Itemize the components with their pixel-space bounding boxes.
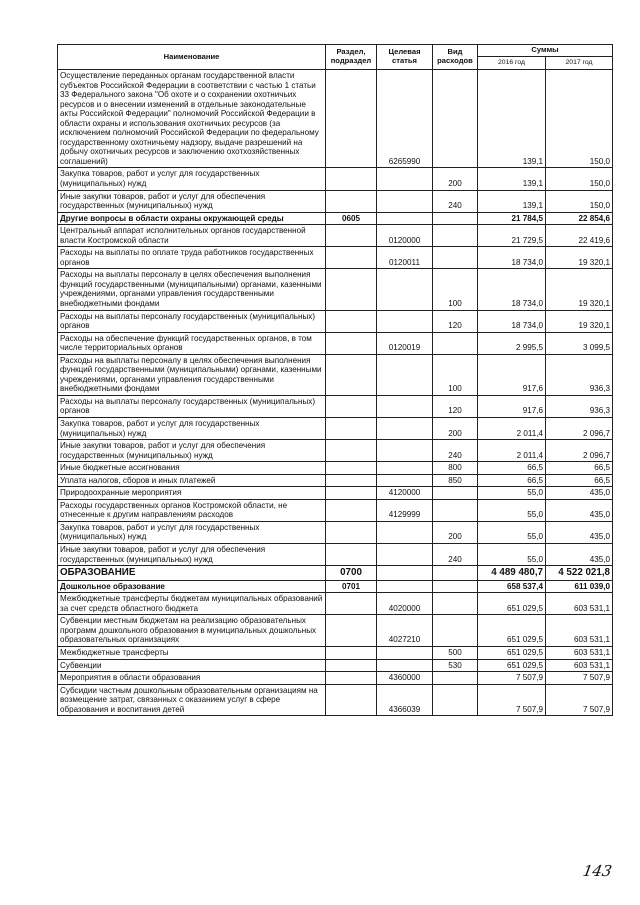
cell-y2016: 139,1 <box>478 69 546 167</box>
cell-kind <box>433 672 478 685</box>
cell-section <box>326 646 377 659</box>
cell-kind <box>433 212 478 225</box>
cell-target <box>377 580 433 593</box>
cell-kind: 200 <box>433 168 478 190</box>
cell-kind <box>433 225 478 247</box>
cell-target <box>377 212 433 225</box>
cell-kind <box>433 499 478 521</box>
cell-y2017: 7 507,9 <box>546 672 613 685</box>
cell-y2016: 139,1 <box>478 190 546 212</box>
cell-section: 0700 <box>326 566 377 581</box>
cell-section <box>326 672 377 685</box>
cell-kind: 240 <box>433 544 478 566</box>
cell-name: Иные закупки товаров, работ и услуг для обеспечения государственных (муниципальных) нужд <box>58 544 326 566</box>
table-row <box>58 659 613 672</box>
cell-section <box>326 247 377 269</box>
cell-section <box>326 544 377 566</box>
cell-y2017: 19 320,1 <box>546 310 613 332</box>
cell-section <box>326 462 377 475</box>
cell-section <box>326 168 377 190</box>
table-row <box>58 474 613 487</box>
cell-section: 0605 <box>326 212 377 225</box>
cell-name: Осуществление переданных органам государственной власти субъектов Российской Федерации в соответствии с частью 1 статьи 33 Федерального закона "Об охоте и о сохранении охотничьих ресурсов и о внесении изменений в отдельные законодательные акты Российской Федерации" полномочий Российской Федерации в области охраны и использования охотничьих ресурсов (за исключением полномочий Российской Федерации по федеральному государственному охотничьему надзору, выдаче разрешений на добычу охотничьих ресурсов и заключению охотхозяйственных соглашений) <box>58 69 326 167</box>
cell-target: 4120000 <box>377 487 433 500</box>
table-row <box>58 580 613 593</box>
cell-section <box>326 354 377 395</box>
cell-name: Дошкольное образование <box>58 580 326 593</box>
header-section: Раздел, подраздел <box>326 45 377 70</box>
cell-y2017: 603 531,1 <box>546 659 613 672</box>
cell-y2016: 651 029,5 <box>478 659 546 672</box>
cell-y2016: 7 507,9 <box>478 684 546 716</box>
cell-section <box>326 521 377 543</box>
cell-name: Расходы на обеспечение функций государственных органов, в том числе территориальных органов <box>58 332 326 354</box>
cell-name: Субвенции местным бюджетам на реализацию образовательных программ дошкольного образования в муниципальных дошкольных образовательных организациях <box>58 615 326 647</box>
cell-name: Закупка товаров, работ и услуг для государственных (муниципальных) нужд <box>58 418 326 440</box>
cell-y2016: 2 011,4 <box>478 418 546 440</box>
table-row <box>58 672 613 685</box>
cell-y2017: 611 039,0 <box>546 580 613 593</box>
table-row <box>58 593 613 615</box>
cell-section <box>326 395 377 417</box>
cell-section <box>326 684 377 716</box>
cell-section <box>326 499 377 521</box>
cell-kind <box>433 247 478 269</box>
header-kind: Вид расходов <box>433 45 478 70</box>
cell-name: Иные бюджетные ассигнования <box>58 462 326 475</box>
cell-kind <box>433 684 478 716</box>
cell-target: 0120000 <box>377 225 433 247</box>
table-row <box>58 332 613 354</box>
header-2016: 2016 год <box>478 56 546 69</box>
cell-y2016: 55,0 <box>478 544 546 566</box>
cell-y2016: 18 734,0 <box>478 247 546 269</box>
budget-table <box>57 44 613 716</box>
cell-y2017: 150,0 <box>546 190 613 212</box>
cell-kind: 240 <box>433 440 478 462</box>
cell-y2016: 651 029,5 <box>478 646 546 659</box>
table-row <box>58 395 613 417</box>
table-row <box>58 566 613 581</box>
cell-target: 4366039 <box>377 684 433 716</box>
header-2017: 2017 год <box>546 56 613 69</box>
cell-kind <box>433 615 478 647</box>
cell-y2016: 139,1 <box>478 168 546 190</box>
cell-target: 4020000 <box>377 593 433 615</box>
table-row <box>58 212 613 225</box>
cell-name: Расходы на выплаты персоналу государственных (муниципальных) органов <box>58 310 326 332</box>
cell-target <box>377 310 433 332</box>
table-row <box>58 168 613 190</box>
cell-name: Расходы на выплаты персоналу в целях обеспечения выполнения функций государственными (муниципальными) органами, казенными учреждениями, органами управления государственными внебюджетными фондами <box>58 354 326 395</box>
table-row <box>58 521 613 543</box>
cell-target <box>377 354 433 395</box>
cell-kind: 120 <box>433 395 478 417</box>
cell-target: 0120011 <box>377 247 433 269</box>
cell-section <box>326 310 377 332</box>
cell-target: 0120019 <box>377 332 433 354</box>
cell-name: Расходы на выплаты персоналу государственных (муниципальных) органов <box>58 395 326 417</box>
cell-section <box>326 332 377 354</box>
cell-kind <box>433 580 478 593</box>
cell-y2016: 917,6 <box>478 354 546 395</box>
cell-name: Иные закупки товаров, работ и услуг для обеспечения государственных (муниципальных) нужд <box>58 440 326 462</box>
cell-name: Расходы на выплаты по оплате труда работников государственных органов <box>58 247 326 269</box>
cell-target: 4129999 <box>377 499 433 521</box>
table-row <box>58 354 613 395</box>
table-row <box>58 615 613 647</box>
cell-name: Иные закупки товаров, работ и услуг для обеспечения государственных (муниципальных) нужд <box>58 190 326 212</box>
cell-y2017: 19 320,1 <box>546 269 613 310</box>
cell-section <box>326 418 377 440</box>
table-body <box>58 69 613 715</box>
cell-name: ОБРАЗОВАНИЕ <box>58 566 326 581</box>
cell-y2017: 150,0 <box>546 168 613 190</box>
cell-kind: 100 <box>433 354 478 395</box>
cell-target <box>377 521 433 543</box>
cell-y2016: 21 729,5 <box>478 225 546 247</box>
cell-y2016: 55,0 <box>478 521 546 543</box>
header-name: Наименование <box>58 45 326 70</box>
cell-y2017: 603 531,1 <box>546 646 613 659</box>
cell-y2017: 66,5 <box>546 474 613 487</box>
table-row <box>58 684 613 716</box>
cell-y2017: 66,5 <box>546 462 613 475</box>
cell-kind <box>433 593 478 615</box>
cell-y2016: 66,5 <box>478 462 546 475</box>
cell-name: Закупка товаров, работ и услуг для государственных (муниципальных) нужд <box>58 521 326 543</box>
cell-name: Другие вопросы в области охраны окружающей среды <box>58 212 326 225</box>
cell-name: Уплата налогов, сборов и иных платежей <box>58 474 326 487</box>
cell-y2017: 7 507,9 <box>546 684 613 716</box>
header-sums: Суммы <box>478 45 613 57</box>
table-row <box>58 499 613 521</box>
cell-target <box>377 566 433 581</box>
cell-target <box>377 440 433 462</box>
cell-kind <box>433 487 478 500</box>
cell-section <box>326 440 377 462</box>
cell-target <box>377 462 433 475</box>
cell-y2016: 651 029,5 <box>478 615 546 647</box>
cell-name: Субсидии частным дошкольным образовательным организациям на возмещение затрат, связанных с оказанием услуг в сфере образования и воспитания детей <box>58 684 326 716</box>
cell-name: Мероприятия в области образования <box>58 672 326 685</box>
cell-kind: 120 <box>433 310 478 332</box>
cell-y2017: 150,0 <box>546 69 613 167</box>
page-number: 143 <box>581 862 614 880</box>
cell-target: 6265990 <box>377 69 433 167</box>
cell-section <box>326 474 377 487</box>
cell-target <box>377 418 433 440</box>
cell-section <box>326 225 377 247</box>
cell-section <box>326 615 377 647</box>
cell-kind: 800 <box>433 462 478 475</box>
cell-kind <box>433 566 478 581</box>
table-row <box>58 269 613 310</box>
cell-target: 4360000 <box>377 672 433 685</box>
cell-name: Расходы на выплаты персоналу в целях обеспечения выполнения функций государственными (муниципальными) органами, казенными учреждениями, органами управления государственными внебюджетными фондами <box>58 269 326 310</box>
cell-target: 4027210 <box>377 615 433 647</box>
table-row <box>58 462 613 475</box>
cell-name: Центральный аппарат исполнительных органов государственной власти Костромской области <box>58 225 326 247</box>
cell-name: Закупка товаров, работ и услуг для государственных (муниципальных) нужд <box>58 168 326 190</box>
table-row <box>58 646 613 659</box>
cell-y2017: 4 522 021,8 <box>546 566 613 581</box>
cell-y2016: 658 537,4 <box>478 580 546 593</box>
cell-y2017: 936,3 <box>546 354 613 395</box>
table-row <box>58 69 613 167</box>
cell-kind: 850 <box>433 474 478 487</box>
cell-kind: 100 <box>433 269 478 310</box>
cell-y2016: 66,5 <box>478 474 546 487</box>
cell-y2016: 4 489 480,7 <box>478 566 546 581</box>
cell-section <box>326 487 377 500</box>
cell-name: Межбюджетные трансферты бюджетам муниципальных образований за счет средств областного бюджета <box>58 593 326 615</box>
cell-y2017: 22 419,6 <box>546 225 613 247</box>
cell-name: Расходы государственных органов Костромской области, не отнесенные к другим направлениям расходов <box>58 499 326 521</box>
cell-target <box>377 269 433 310</box>
cell-target <box>377 474 433 487</box>
cell-y2017: 2 096,7 <box>546 440 613 462</box>
cell-y2017: 2 096,7 <box>546 418 613 440</box>
cell-name: Природоохранные мероприятия <box>58 487 326 500</box>
cell-y2017: 435,0 <box>546 499 613 521</box>
cell-y2017: 603 531,1 <box>546 593 613 615</box>
cell-y2017: 435,0 <box>546 544 613 566</box>
cell-target <box>377 395 433 417</box>
cell-y2017: 435,0 <box>546 487 613 500</box>
table-row <box>58 418 613 440</box>
cell-kind: 200 <box>433 521 478 543</box>
cell-target <box>377 544 433 566</box>
table-row <box>58 225 613 247</box>
cell-kind: 200 <box>433 418 478 440</box>
cell-y2016: 2 995,5 <box>478 332 546 354</box>
cell-y2016: 651 029,5 <box>478 593 546 615</box>
cell-target <box>377 659 433 672</box>
cell-section <box>326 190 377 212</box>
cell-kind: 530 <box>433 659 478 672</box>
cell-y2017: 19 320,1 <box>546 247 613 269</box>
cell-y2016: 21 784,5 <box>478 212 546 225</box>
table-row <box>58 247 613 269</box>
cell-y2016: 18 734,0 <box>478 269 546 310</box>
cell-target <box>377 168 433 190</box>
cell-section: 0701 <box>326 580 377 593</box>
cell-y2016: 917,6 <box>478 395 546 417</box>
cell-kind <box>433 69 478 167</box>
cell-kind: 500 <box>433 646 478 659</box>
cell-section <box>326 269 377 310</box>
cell-section <box>326 659 377 672</box>
cell-name: Межбюджетные трансферты <box>58 646 326 659</box>
cell-y2017: 3 099,5 <box>546 332 613 354</box>
table-row <box>58 310 613 332</box>
cell-y2016: 2 011,4 <box>478 440 546 462</box>
header-target: Целевая статья <box>377 45 433 70</box>
cell-y2016: 18 734,0 <box>478 310 546 332</box>
cell-target <box>377 190 433 212</box>
cell-section <box>326 69 377 167</box>
cell-kind <box>433 332 478 354</box>
cell-y2017: 22 854,6 <box>546 212 613 225</box>
cell-section <box>326 593 377 615</box>
table-row <box>58 487 613 500</box>
table-row <box>58 190 613 212</box>
cell-y2017: 435,0 <box>546 521 613 543</box>
cell-y2017: 603 531,1 <box>546 615 613 647</box>
cell-target <box>377 646 433 659</box>
cell-y2016: 55,0 <box>478 487 546 500</box>
cell-y2017: 936,3 <box>546 395 613 417</box>
cell-kind: 240 <box>433 190 478 212</box>
table-row <box>58 544 613 566</box>
table-row <box>58 440 613 462</box>
cell-y2016: 7 507,9 <box>478 672 546 685</box>
cell-y2016: 55,0 <box>478 499 546 521</box>
cell-name: Субвенции <box>58 659 326 672</box>
